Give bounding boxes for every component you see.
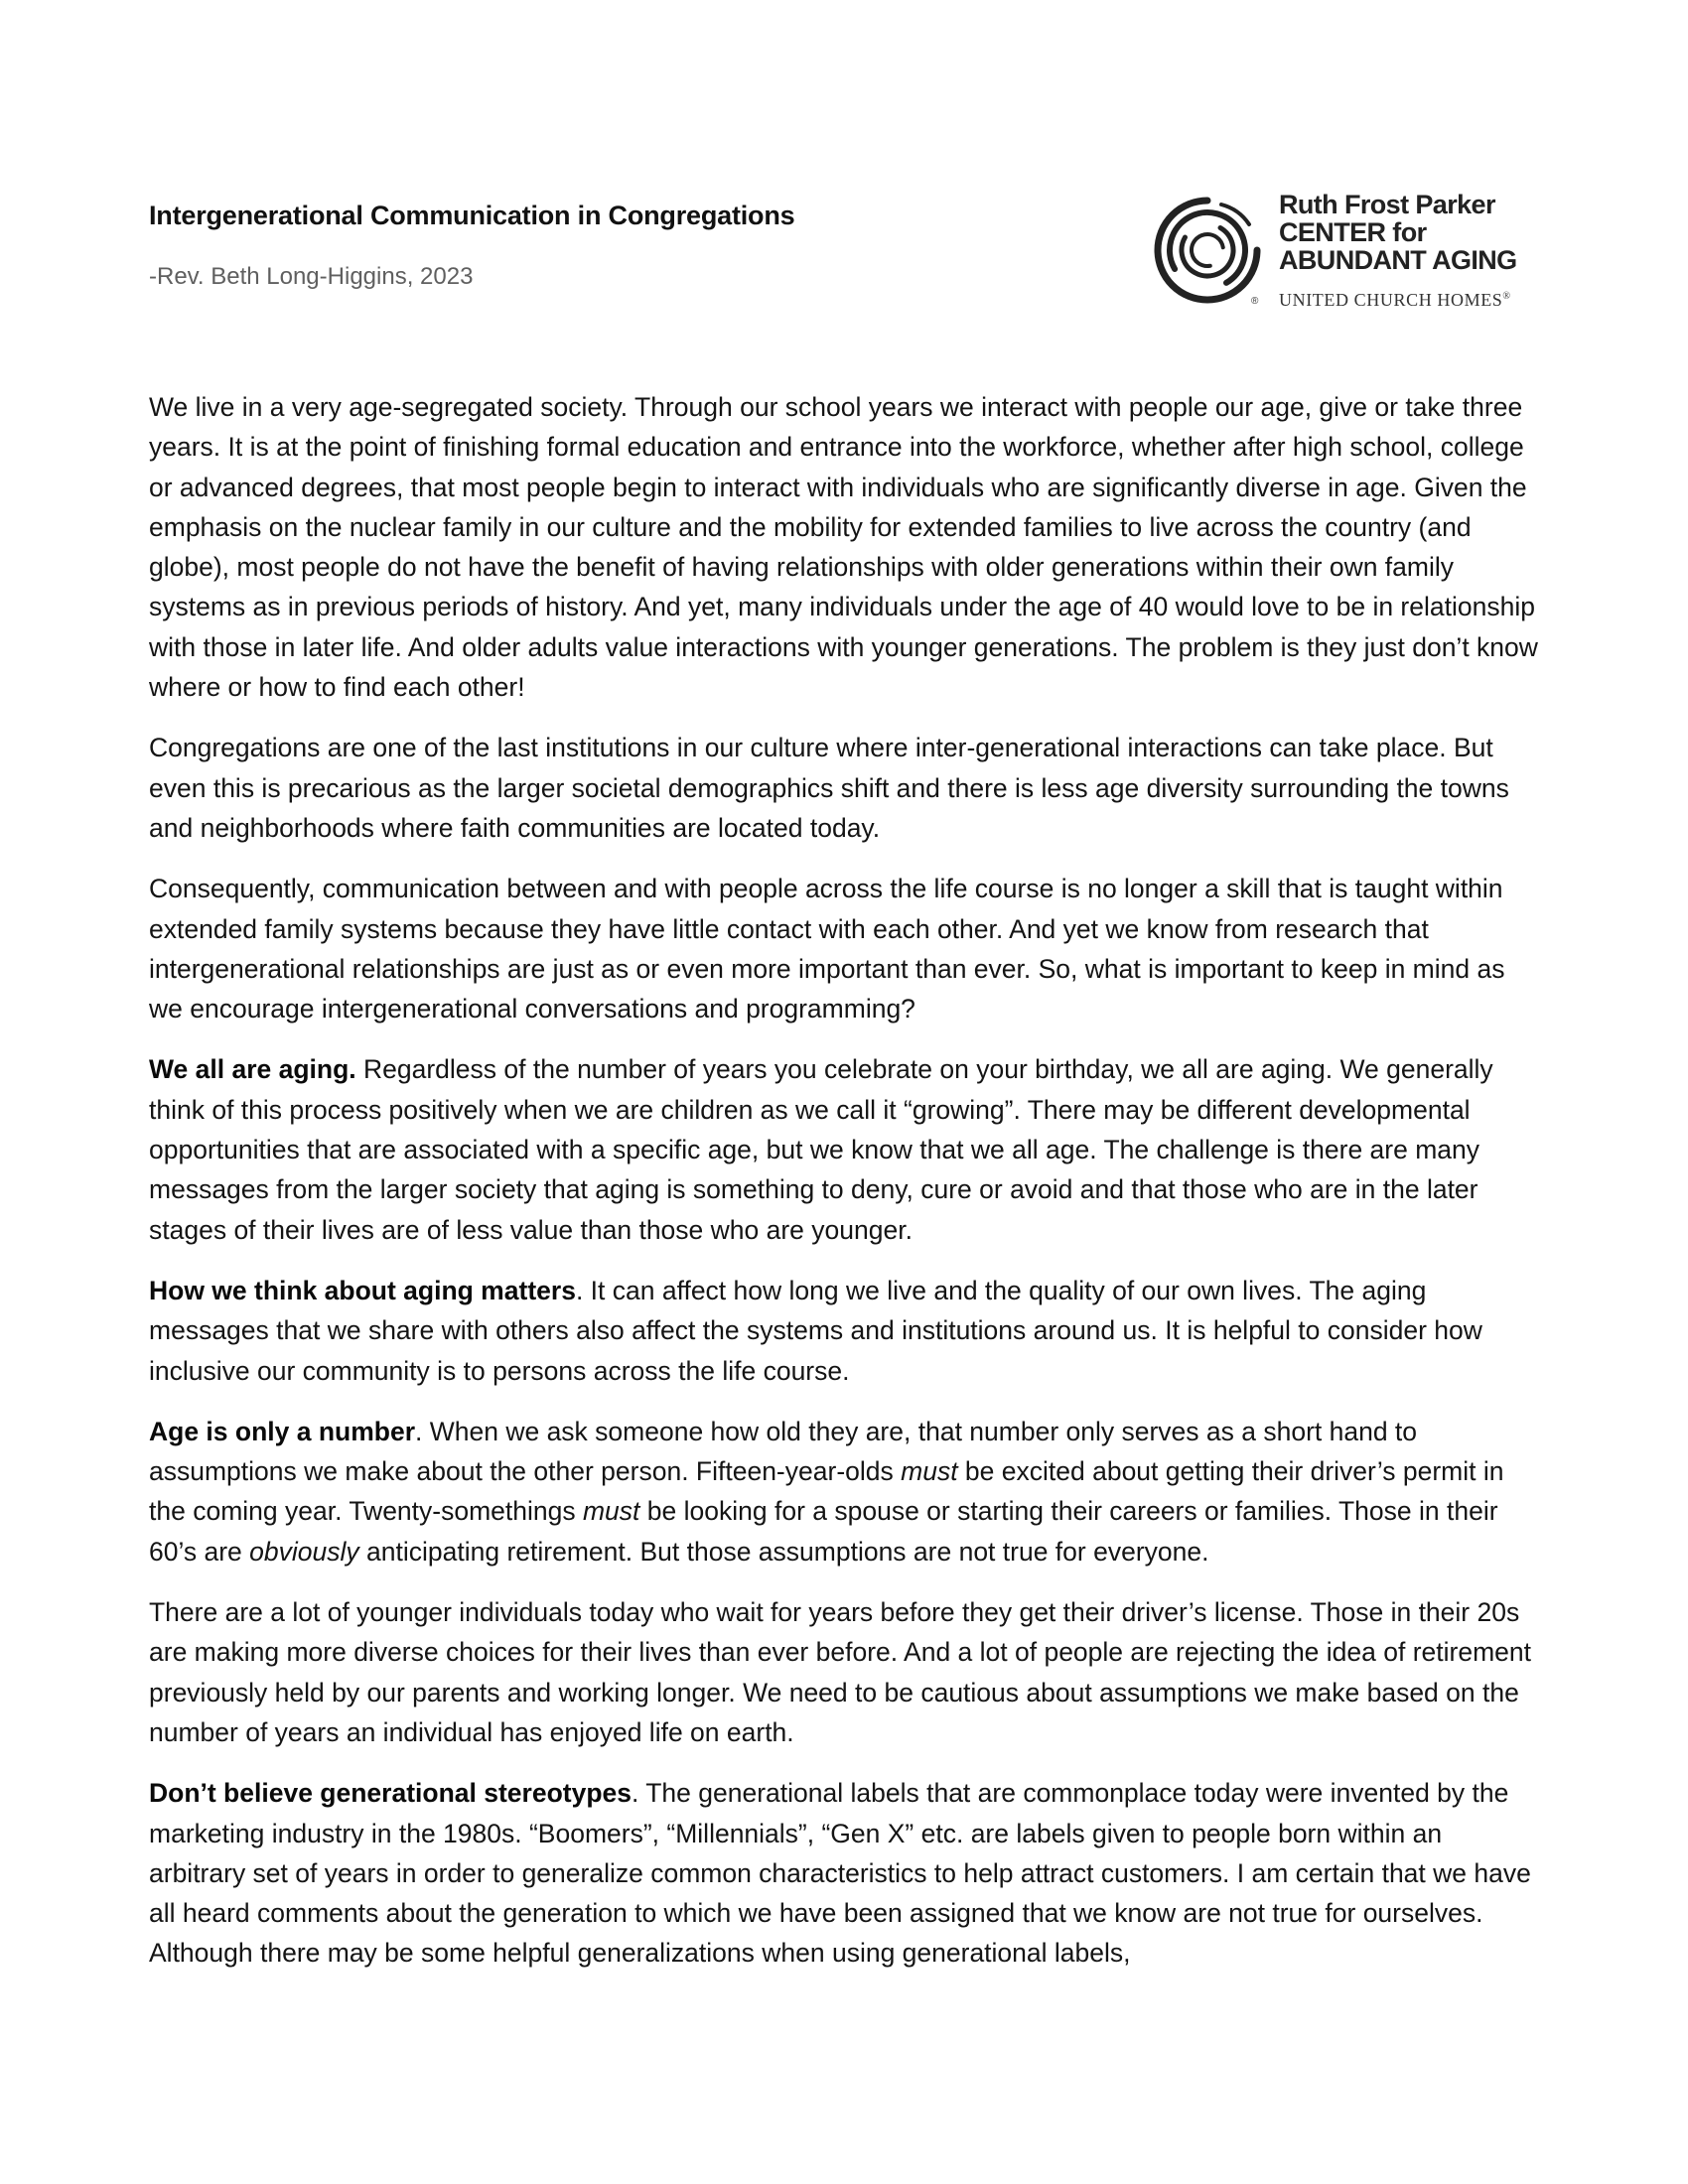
paragraph-text: . It can affect how long we live and the quality of our own lives. The aging messages that we share with others also affect the systems and institutions around us. It is helpful to consider how inclusive our community is to persons across the life course. (149, 1275, 1482, 1386)
paragraph-stereotypes (149, 1773, 1539, 1973)
section-heading-number: Age is only a number (149, 1416, 416, 1446)
logo-subline-registered: ® (1502, 291, 1511, 302)
emphasis-obviously: obviously (249, 1536, 359, 1567)
logo-line-name: Ruth Frost Parker (1279, 190, 1495, 219)
document-body (149, 387, 1539, 1994)
section-heading-think: How we think about aging matters (149, 1275, 576, 1305)
logo-line-center: CENTER for (1279, 217, 1427, 247)
section-heading-aging: We all are aging. (149, 1054, 356, 1085)
paragraph-text: Regardless of the number of years you celebrate on your birthday, we all are aging. We generally think of this process positively when we are children as we call it “growing”. There may be different developmental opportunities that are associated with a specific age, but we know that we all age. The challenge is there are many messages from the larger society that aging is something to deny, cure or avoid and that those who are in the later stages of their lives are of less value than those who are younger. (149, 1054, 1493, 1245)
swirl-circle-icon (1152, 195, 1263, 306)
paragraph-text: be looking for a spouse or starting their careers or families. Those in their 60’s are (149, 1496, 1498, 1567)
paragraph-congregations: Congregations are one of the last institutions in our culture where inter-generational interactions can take place. But even this is precarious as the larger societal demographics shift and there is less age diversity surrounding the towns and neighborhoods where faith communities are located today. (149, 733, 1509, 843)
paragraph-age-is-number (149, 1412, 1539, 1571)
organization-logo (1152, 191, 1549, 330)
logo-line-aging: ABUNDANT AGING (1279, 245, 1517, 275)
paragraph-text: be excited about getting their driver’s permit in the coming year. Twenty-somethings (149, 1456, 1504, 1527)
paragraph-consequently: Consequently, communication between and with people across the life course is no longer a skill that is taught within extended family systems because they have little contact with each other. And yet we know from research that intergenerational relationships are just as or even more important than ever. So, what is important to keep in mind as we encourage intergenerational conversations and programming? (149, 874, 1505, 1024)
paragraph-intro: We live in a very age-segregated society. Through our school years we interact with people our age, give or take three years. It is at the point of finishing formal education and entrance into the workforce, whether after high school, college or advanced degrees, that most people begin to interact with individuals who are significantly diverse in age. Given the emphasis on the nuclear family in our culture and the mobility for extended families to live across the country (and globe), most people do not have the benefit of having relationships with older generations within their own family systems as in previous periods of history. And yet, many individuals under the age of 40 would love to be in relationship with those in later life. And older adults value interactions with younger generations. The problem is they just don’t know where or how to find each other! (149, 392, 1538, 703)
section-heading-stereotypes: Don’t believe generational stereotypes (149, 1778, 632, 1809)
logo-subline (1279, 290, 1511, 311)
document-title: Intergenerational Communication in Congregations (149, 201, 795, 230)
paragraph-we-all-are-aging (149, 1049, 1539, 1249)
logo-subline-text: UNITED CHURCH HOMES (1279, 290, 1503, 310)
paragraph-text: . The generational labels that are commonplace today were invented by the marketing industry in the 1980s. “Boomers”, “Millennials”, “Gen X” etc. are labels given to people born within an arbitrary set of years in order to generalize common characteristics to help attract customers. I am certain that we have all heard comments about the generation to which we have been assigned that we know are not true for ourselves. Although there may be some helpful generalizations when using generational labels, (149, 1778, 1531, 1969)
emphasis-must: must (582, 1496, 640, 1527)
paragraph-text: anticipating retirement. But those assumptions are not true for everyone. (358, 1536, 1209, 1567)
registered-mark: ® (1251, 296, 1259, 306)
author-byline: -Rev. Beth Long-Higgins, 2023 (149, 263, 474, 290)
paragraph-text: . When we ask someone how old they are, that number only serves as a short hand to assumptions we make about the other person. Fifteen-year-olds (149, 1416, 1418, 1487)
paragraph-how-we-think (149, 1271, 1539, 1391)
emphasis-must: must (901, 1456, 958, 1487)
paragraph-younger-individuals: There are a lot of younger individuals today who wait for years before they get their driver’s license. Those in their 20s are making more diverse choices for their lives than ever before. And a lot of people are rejecting the idea of retirement previously held by our parents and working longer. We need to be cautious about assumptions we make based on the number of years an individual has enjoyed life on earth. (149, 1597, 1532, 1747)
